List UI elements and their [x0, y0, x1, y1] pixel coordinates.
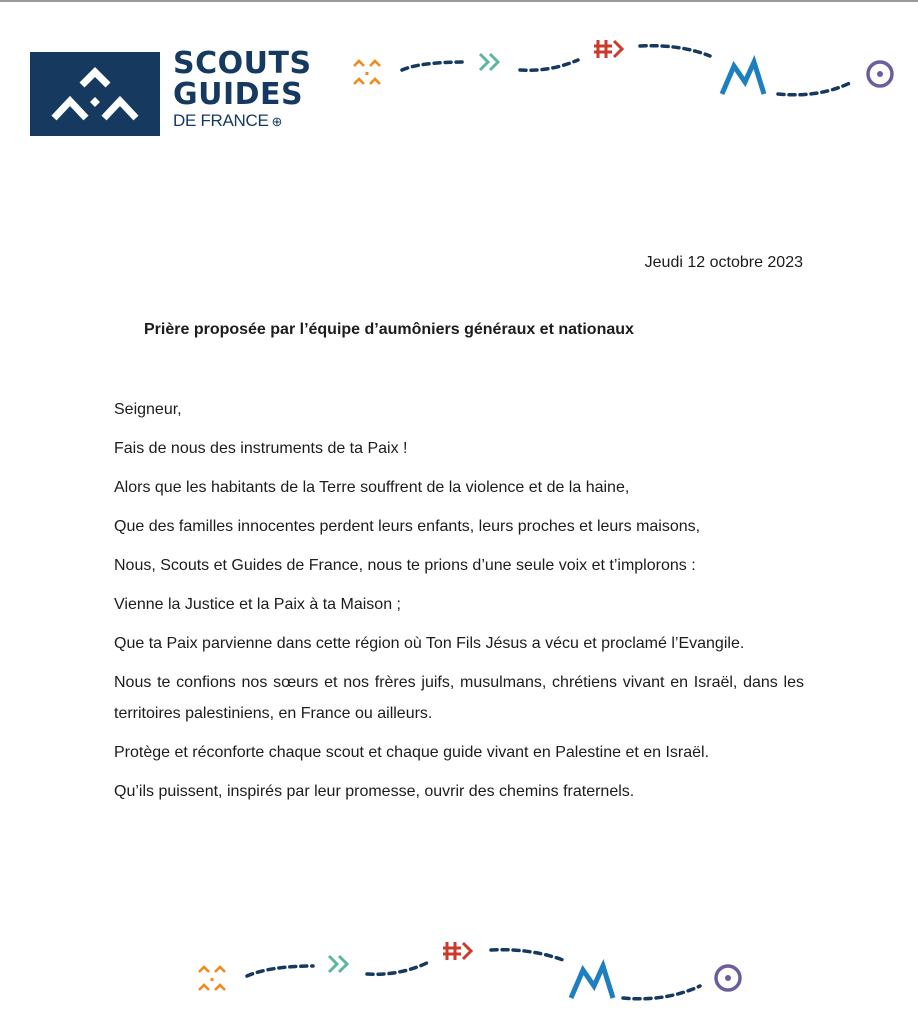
prayer-line: Vienne la Justice et la Paix à ta Maison ; — [114, 596, 401, 613]
prayer-line: Que des familles innocentes perdent leurs enfants, leurs proches et leurs maisons, — [114, 518, 701, 535]
logo-line-guides: GUIDES — [173, 77, 304, 112]
top-border — [0, 0, 918, 2]
mountain-m-icon — [571, 966, 613, 998]
double-chevron-icon — [329, 956, 347, 972]
logo-line-scouts: SCOUTS — [173, 46, 312, 81]
mountain-m-icon — [722, 62, 764, 94]
tents-icon — [30, 52, 160, 136]
prayer-line: Fais de nous des instruments de ta Paix ! — [114, 440, 408, 457]
prayer-line: Protège et réconforte chaque scout et chaque guide vivant en Palestine et en Israël. — [114, 744, 710, 761]
orange-tents-icon — [354, 61, 380, 84]
top-trail-decoration — [350, 32, 910, 102]
letter-date: Jeudi 12 octobre 2023 — [644, 254, 803, 271]
logo-wordmark — [173, 48, 312, 133]
bottom-trail-decoration — [195, 930, 755, 1005]
logo-line-de-france — [173, 110, 312, 133]
logo-de-france-text: DE FRANCE — [173, 111, 269, 130]
arrow-hash-icon — [443, 942, 471, 960]
letter-title: Prière proposée par l’équipe d’aumôniers généraux et nationaux — [144, 321, 634, 338]
double-chevron-icon — [480, 54, 498, 70]
prayer-body — [114, 394, 804, 815]
prayer-line: Seigneur, — [114, 401, 182, 418]
circle-target-icon — [868, 62, 892, 86]
prayer-line: Nous te confions nos sœurs et nos frères juifs, musulmans, chrétiens vivant en Israël, dans les territoires palestiniens, en France ou ailleurs. — [114, 674, 804, 722]
prayer-line: Qu’ils puissent, inspirés par leur promesse, ouvrir des chemins fraternels. — [114, 783, 635, 800]
arrow-hash-icon — [594, 40, 622, 58]
orange-tents-icon — [199, 967, 225, 990]
scouts-logo-emblem — [30, 52, 160, 136]
circle-target-icon — [716, 966, 740, 990]
prayer-line: Alors que les habitants de la Terre souffrent de la violence et de la haine, — [114, 479, 630, 496]
prayer-line: Que ta Paix parvienne dans cette région où Ton Fils Jésus a vécu et proclamé l’Evangile. — [114, 635, 745, 652]
prayer-line: Nous, Scouts et Guides de France, nous te prions d’une seule voix et t’implorons : — [114, 557, 696, 574]
cross-icon: ⊕ — [271, 114, 283, 129]
